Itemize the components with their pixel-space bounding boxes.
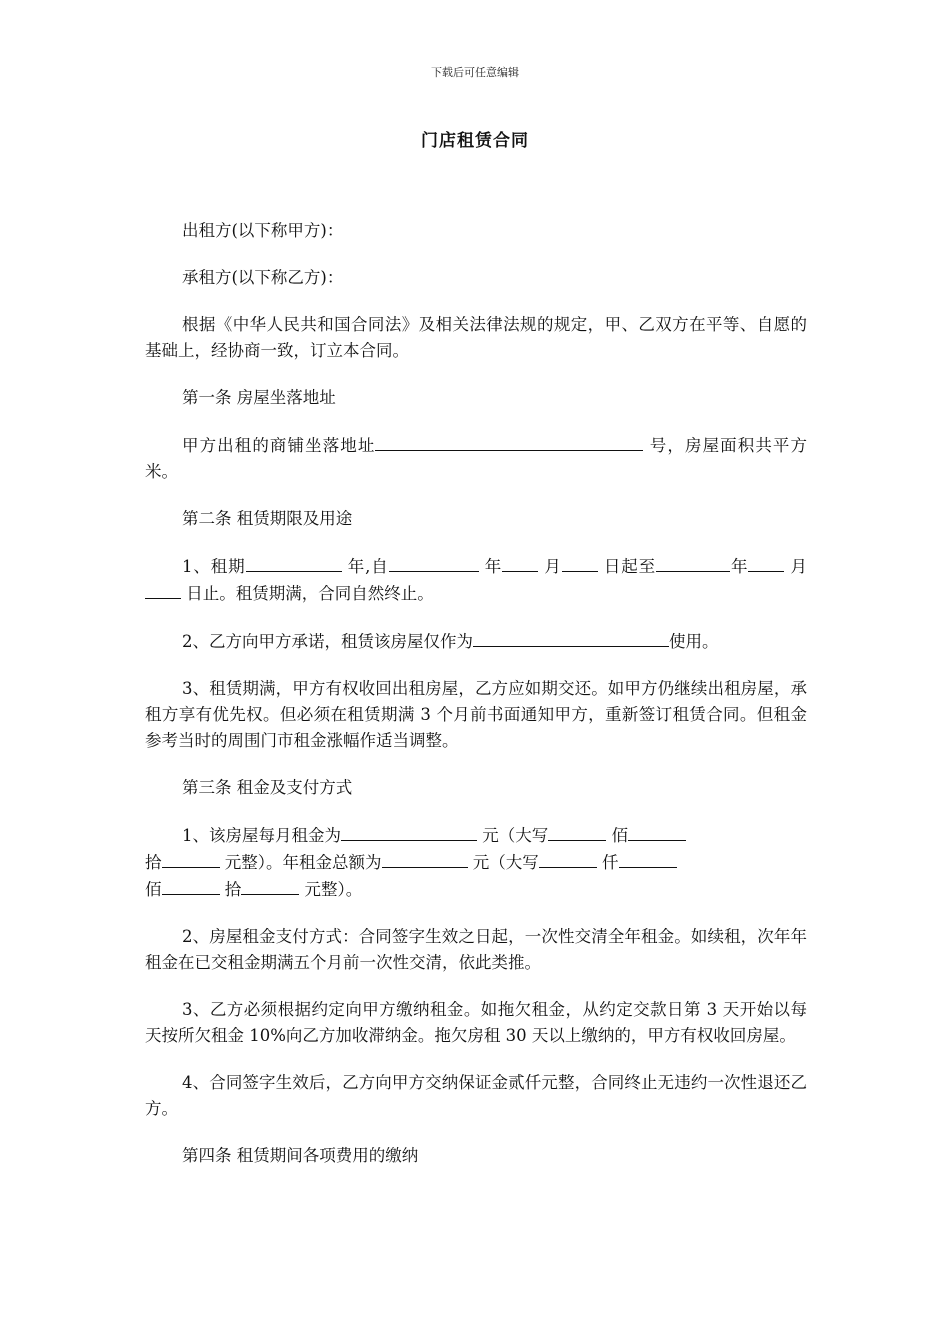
month-label: 月 <box>538 557 562 576</box>
end-month-label: 月 <box>784 557 808 576</box>
article-2-title: 第二条 租赁期限及用途 <box>182 509 353 528</box>
address-label: 甲方出租的商铺坐落地址 <box>182 436 376 455</box>
article-4-title: 第四条 租赁期间各项费用的缴纳 <box>182 1146 419 1165</box>
article-2-renewal: 3、租赁期满，甲方有权收回出租房屋，乙方应如期交还。如甲方仍继续出租房屋，承租方享有优先权。但必须在租赁期满 3 个月前书面通知甲方，重新签订租赁合同。但租金参考当时的周围门市租金涨幅作适当调整。 <box>145 679 807 750</box>
address-blank[interactable] <box>375 432 643 451</box>
capital-label: 元（大写 <box>477 826 549 845</box>
article-2-term <box>145 553 807 607</box>
hundreds-label: 佰 <box>606 826 628 845</box>
monthly-rent-blank[interactable] <box>341 822 477 841</box>
use-blank[interactable] <box>473 628 669 647</box>
article-3-late-fee: 3、乙方必须根据约定向甲方缴纳租金。如拖欠租金，从约定交款日第 3 天开始以每天按所欠租金 10%向乙方加收滞纳金。拖欠房租 30 天以上缴纳的，甲方有权收回房屋。 <box>145 1000 807 1045</box>
annual-rent-blank[interactable] <box>382 849 468 868</box>
lessee-line: 承租方(以下称乙方)： <box>182 268 344 287</box>
monthly-hundreds-blank[interactable] <box>548 822 606 841</box>
end-year-label: 年 <box>730 557 749 576</box>
end-year-blank[interactable] <box>656 553 730 572</box>
contract-body <box>145 218 807 1190</box>
term-years-blank[interactable] <box>246 553 342 572</box>
annual-ones-blank[interactable] <box>241 876 299 895</box>
day-to-label: 日起至 <box>597 557 657 576</box>
thousands-label: 仟 <box>596 853 619 872</box>
intro-paragraph: 根据《中华人民共和国合同法》及相关法律法规的规定，甲、乙双方在平等、自愿的基础上，经协商一致，订立本合同。 <box>145 315 807 360</box>
end-day-blank[interactable] <box>145 580 181 599</box>
start-year-blank[interactable] <box>389 553 479 572</box>
annual-end-label: 元整）。 <box>299 880 363 899</box>
year-label: 年 <box>478 557 503 576</box>
end-day-label: 日止。租赁期满，合同自然终止。 <box>181 584 434 603</box>
article-3-rent <box>145 822 807 903</box>
end-month-blank[interactable] <box>748 553 784 572</box>
article-3-payment: 2、房屋租金支付方式：合同签字生效之日起，一次性交清全年租金。如续租，次年年租金在已交租金期满五个月前一次性交清，依此类推。 <box>145 927 807 972</box>
annual-rent-label: 元整）。年租金总额为 <box>219 853 382 872</box>
article-3-title: 第三条 租金及支付方式 <box>182 778 353 797</box>
monthly-rent-label: 1、该房屋每月租金为 <box>182 826 341 845</box>
monthly-ones-blank[interactable] <box>162 849 220 868</box>
document-title: 门店租赁合同 <box>421 131 529 151</box>
page-header: 下载后可任意编辑 <box>431 66 519 79</box>
article-1-title: 第一条 房屋坐落地址 <box>182 388 336 407</box>
annual-hundreds-blank[interactable] <box>619 849 677 868</box>
use-label: 2、乙方向甲方承诺，租赁该房屋仅作为 <box>182 632 473 651</box>
start-day-blank[interactable] <box>562 553 598 572</box>
article-1-address <box>145 432 807 485</box>
article-3-deposit: 4、合同签字生效后，乙方向甲方交纳保证金贰仟元整，合同终止无违约一次性退还乙方。 <box>145 1073 807 1118</box>
tens-label: 拾 <box>145 853 162 872</box>
monthly-tens-blank[interactable] <box>628 822 686 841</box>
start-month-blank[interactable] <box>502 553 538 572</box>
annual-hundreds-label: 佰 <box>145 880 162 899</box>
annual-tens-label: 拾 <box>219 880 242 899</box>
annual-tens-blank[interactable] <box>162 876 220 895</box>
annual-thousands-blank[interactable] <box>539 849 597 868</box>
area-label: 号，房屋面积共平方米。 <box>145 436 808 481</box>
lessor-line: 出租方(以下称甲方)： <box>182 221 344 240</box>
term-from-label: 年,自 <box>341 557 389 576</box>
article-2-use <box>145 628 807 655</box>
annual-capital-label: 元（大写 <box>467 853 539 872</box>
term-label: 1、租期 <box>182 557 246 576</box>
use-suffix: 使用。 <box>669 632 719 651</box>
